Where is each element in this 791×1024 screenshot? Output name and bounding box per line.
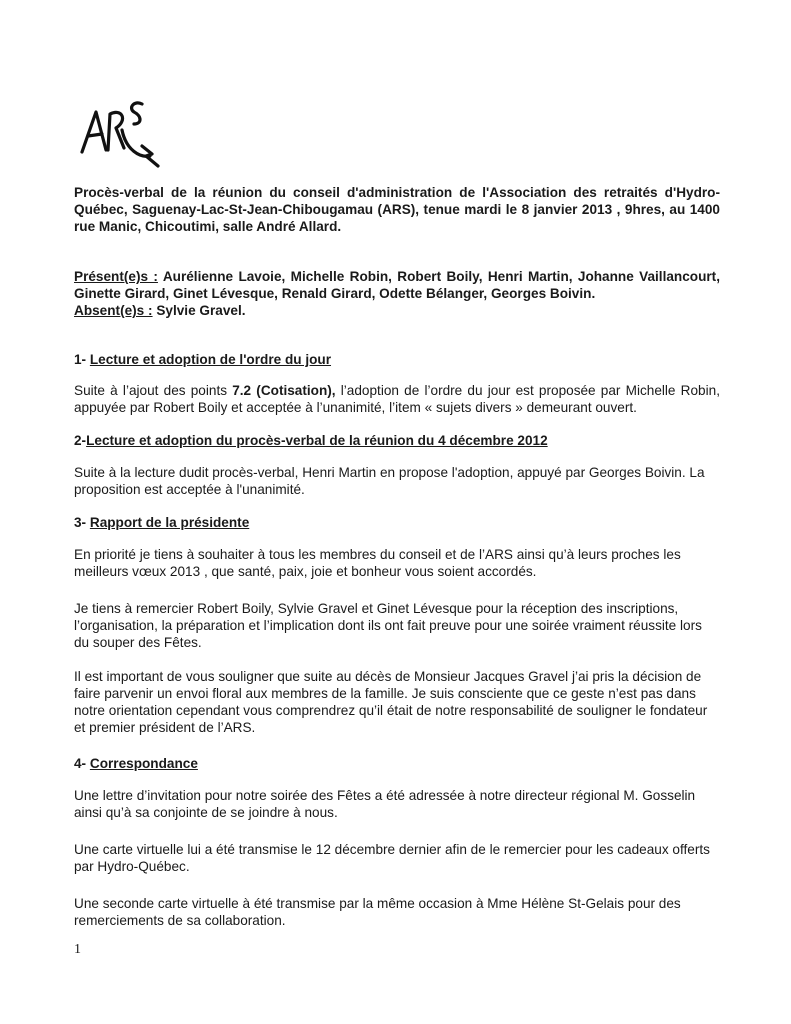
section-heading-2 [74,432,720,449]
section-heading-1 [74,351,720,368]
absent-label: Absent(e)s : [74,303,153,318]
section-4-paragraph-1: Une lettre d’invitation pour notre soirée des Fêtes a été adressée à notre directeur régional M. Gosselin ainsi qu’à sa conjointe de se joindre à nous. [74,788,696,820]
section-title: Correspondance [89,756,198,771]
section-2-paragraph: Suite à la lecture dudit procès-verbal, Henri Martin en propose l'adoption, appuyé par Georges Boivin. La proposition est acceptée à l'unanimité. [74,465,705,497]
section-title: Rapport de la présidente [89,515,250,530]
section-3-paragraph-3: Il est important de vous souligner que suite au décès de Monsieur Jacques Gravel j’ai pris la décision de faire parvenir un envoi floral aux membres de la famille. Je suis consciente que ce geste n’est pas dans notre orientation cependant vous comprendrez qu’il était de notre responsabilité de souligner le fondateur et premier président de l’ARS. [74,669,708,735]
text-run: l’adoption de l’ordre du jour est proposée par Michelle Robin, appuyée par Robert Boily et acceptée à l’unanimité, l’item « sujets divers » demeurant ouvert. [74,383,720,415]
absent-names: Sylvie Gravel. [152,303,246,318]
text-run: Suite à l’ajout des points [74,383,233,398]
section-number: 4- [74,756,90,771]
section-title: Lecture et adoption du procès-verbal de la réunion du 4 décembre 2012 [86,433,548,448]
section-3-paragraph-2: Je tiens à remercier Robert Boily, Sylvie Gravel et Ginet Lévesque pour la réception des inscriptions, l’organisation, la préparation et l’implication dont ils ont fait preuve pour une soirée vraiment réussite lors du souper des Fêtes. [74,601,702,650]
section-4-paragraph-2: Une carte virtuelle lui a été transmise le 12 décembre dernier afin de le remercier pour les cadeaux offerts par Hydro-Québec. [74,842,710,874]
attendance-block [74,268,720,319]
ars-logo [76,94,164,170]
present-names: Aurélienne Lavoie, Michelle Robin, Robert Boily, Henri Martin, Johanne Vaillancourt, Ginette Girard, Ginet Lévesque, Renald Girard, Odette Bélanger, Georges Boivin. [74,269,720,301]
document-title: Procès-verbal de la réunion du conseil d'administration de l'Association des retraités d'Hydro-Québec, Saguenay-Lac-St-Jean-Chibougamau (ARS), tenue mardi le 8 janvier 2013 , 9hres, au 1400 rue Manic, Chicoutimi, salle André Allard. [74,185,720,234]
page-number: 1 [74,942,81,957]
section-3-paragraph-1: En priorité je tiens à souhaiter à tous les membres du conseil et de l’ARS ainsi qu’à leurs proches les meilleurs vœux 2013 , que santé, paix, joie et bonheur vous soient accordés. [74,547,681,579]
section-title: Lecture et adoption de l'ordre du jour [89,352,332,367]
section-number: 1- [74,352,90,367]
section-heading-3 [74,514,720,531]
section-number: 3- [74,515,90,530]
section-1-paragraph [74,382,720,416]
emphasis-points: 7.2 (Cotisation), [232,383,336,398]
present-label: Présent(e)s : [74,269,158,284]
section-heading-4 [74,755,720,772]
section-4-paragraph-3: Une seconde carte virtuelle à été transmise par la même occasion à Mme Hélène St-Gelais pour des remerciements de sa collaboration. [74,896,681,928]
section-number: 2- [74,433,87,448]
